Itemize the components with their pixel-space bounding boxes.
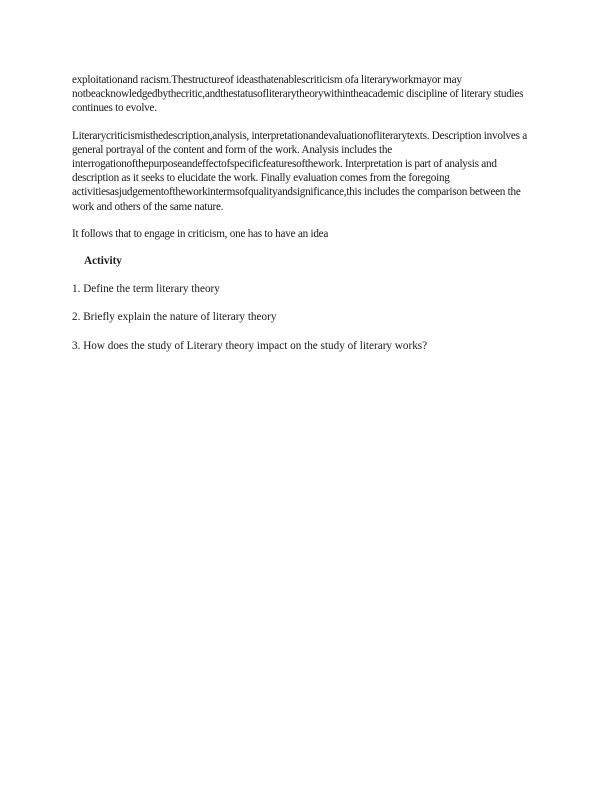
- paragraph-literary-theory-status: exploitationand racism.Thestructureof ideasthatenablescriticism ofa literaryworkmayor may notbeacknowledgedbythecritic,andthestatusofliterarytheorywithintheacademic discipline of literary studies continues to evolve.: [72, 74, 524, 115]
- activity-question-2: 2. Briefly explain the nature of literary theory: [72, 311, 277, 324]
- paragraph-engage-criticism: It follows that to engage in criticism, one has to have an idea: [72, 227, 329, 240]
- activity-question-1: 1. Define the term literary theory: [72, 283, 220, 296]
- activity-heading: Activity: [84, 255, 122, 268]
- paragraph-literary-criticism-definition: Literarycriticismisthedescription,analysis, interpretationandevaluationofliterarytexts. Description involves a general portrayal of the content and form of the work. Analysis includes the interrogationofthepurposeandeffectofspecificfeaturesofthework. Interpretation is part of analysis and description as it seeks to elucidate the work. Finally evaluation comes from the foregoing activitiesasjudgementoftheworkintermsofqualityandsignificance,this includes the comparison between the work and others of the same nature.: [72, 129, 527, 213]
- activity-questions: [72, 282, 540, 353]
- document-page: [72, 73, 540, 367]
- activity-question-3: 3. How does the study of Literary theory impact on the study of literary works?: [72, 339, 428, 352]
